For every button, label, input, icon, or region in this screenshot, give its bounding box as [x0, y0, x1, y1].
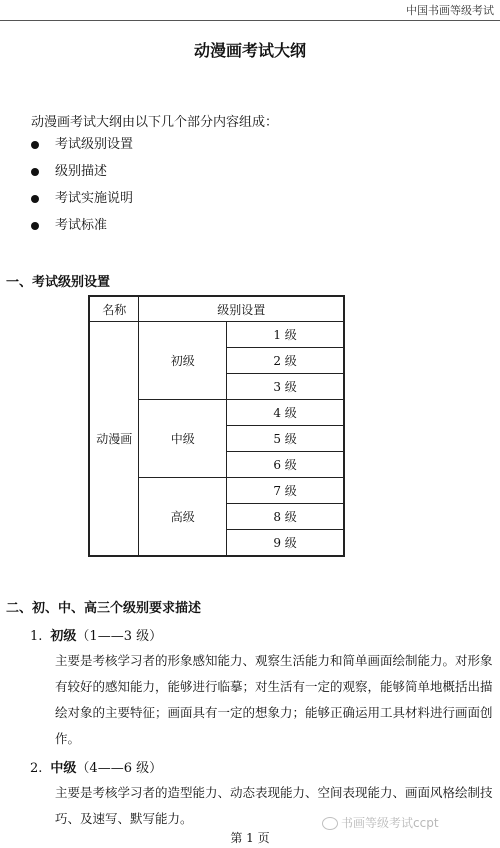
intermediate-description: 主要是考核学习者的造型能力、动态表现能力、空间表现能力、画面风格绘制技巧、及速写、默写能力。: [55, 785, 493, 826]
level-cell: 6 级: [227, 452, 344, 478]
section-heading-descriptions: 二、初、中、高三个级别要求描述: [6, 601, 202, 616]
column-header-level: 级别设置: [139, 296, 344, 322]
subsection-junior: [30, 625, 162, 644]
grade-cell: 初级: [139, 322, 227, 400]
item-number: 2.: [30, 761, 43, 776]
level-cell: 9 级: [227, 530, 344, 557]
page-header: [0, 0, 500, 21]
level-cell: 5 级: [227, 426, 344, 452]
level-cell: 7 级: [227, 478, 344, 504]
item-label: 中级: [50, 761, 77, 776]
level-cell: 3 级: [227, 374, 344, 400]
page-number: 第 1 页: [230, 831, 270, 845]
level-cell: 8 级: [227, 504, 344, 530]
level-cell: 1 级: [227, 322, 344, 348]
grade-cell: 中级: [139, 400, 227, 478]
column-header-name: 名称: [89, 296, 139, 322]
list-item: 级别描述: [30, 162, 133, 189]
grade-cell: 高级: [139, 478, 227, 557]
table-header-row: [89, 296, 344, 322]
list-item: 考试级别设置: [30, 135, 133, 162]
watermark-text: 书画等级考试ccpt: [341, 816, 439, 830]
header-text: 中国书画等级考试: [406, 4, 494, 17]
item-number: 1.: [30, 629, 43, 644]
junior-description: 主要是考核学习者的形象感知能力、观察生活能力和简单画面绘制能力。对形象有较好的感知能力，能够进行临摹；对生活有一定的观察，能够简单地概括出描绘对象的主要特征；画面具有一定的想象力；能够正确运用工具材料进行画面创作。: [55, 653, 493, 746]
list-item: 考试实施说明: [30, 189, 133, 216]
subject-name: 动漫画: [96, 431, 133, 446]
table-row: [89, 322, 344, 348]
list-item: 考试标准: [30, 216, 133, 243]
page-title: 动漫画考试大纲: [193, 41, 306, 60]
level-cell: 4 级: [227, 400, 344, 426]
item-range: （4——6 级）: [76, 761, 163, 776]
item-range: （1——3 级）: [76, 629, 163, 644]
contents-list: [30, 135, 133, 243]
subject-cell: [89, 322, 139, 557]
intro-text: 动漫画考试大纲由以下几个部分内容组成：: [31, 115, 279, 130]
item-label: 初级: [50, 629, 77, 644]
level-cell: 2 级: [227, 348, 344, 374]
subsection-intermediate: [30, 757, 162, 776]
section-heading-levels: 一、考试级别设置: [6, 275, 111, 290]
level-table: [88, 295, 345, 557]
